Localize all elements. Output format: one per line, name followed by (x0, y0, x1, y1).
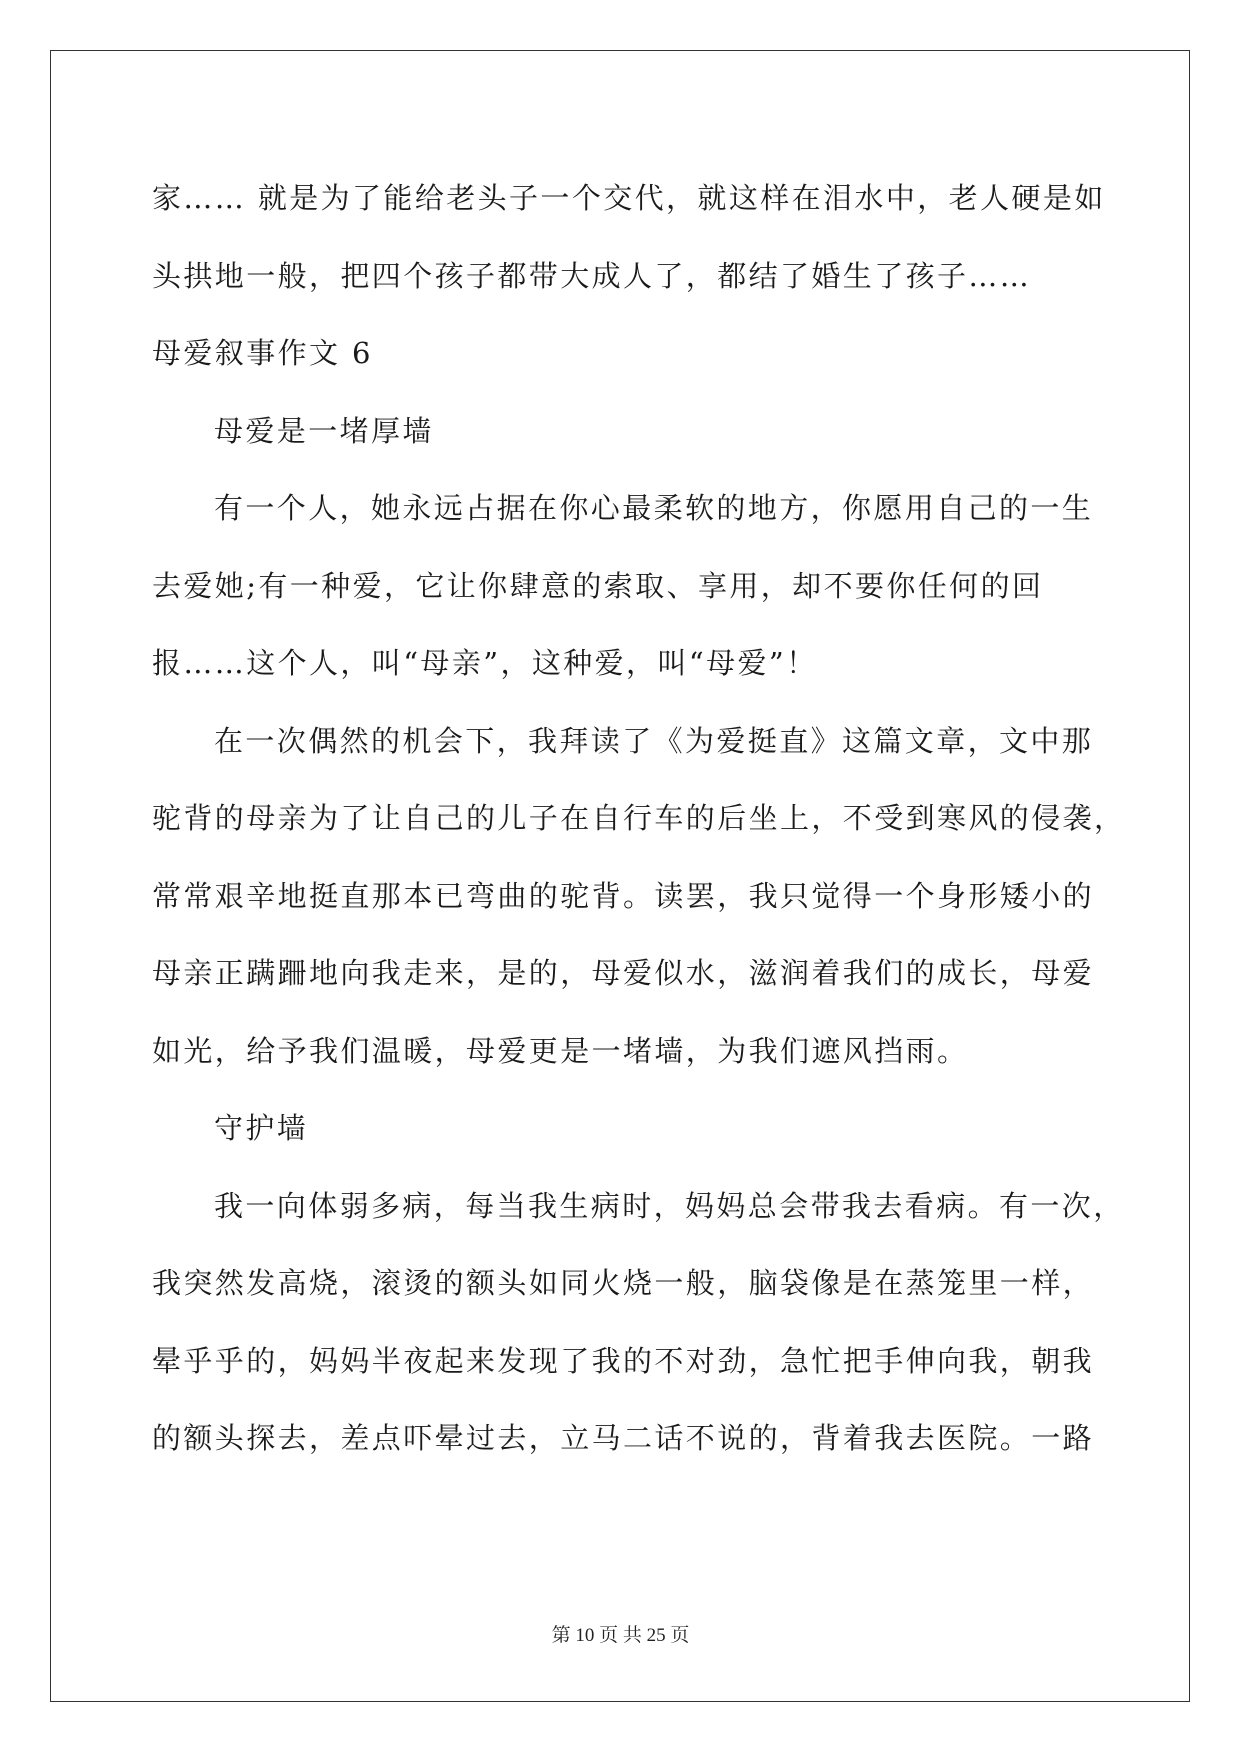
text-line: 我突然发高烧，滚烫的额头如同火烧一般，脑袋像是在蒸笼里一样， (152, 1266, 1095, 1300)
text-line: 在一次偶然的机会下，我拜读了《为爱挺直》这篇文章，文中那 (214, 723, 1094, 758)
text-line: 我一向体弱多病，每当我生病时，妈妈总会带我去看病。有一次， (214, 1188, 1125, 1223)
text-line: 家…… 就是为了能给老头子一个交代，就这样在泪水中，老人硬是如 (152, 181, 1106, 215)
text-line: 头拱地一般，把四个孩子都带大成人了，都结了婚生了孩子…… (152, 258, 1032, 293)
document-body (152, 160, 1126, 1478)
text-line: 的额头探去，差点吓晕过去，立马二话不说的，背着我去医院。一路 (152, 1421, 1095, 1455)
text-line: 晕乎乎的，妈妈半夜起来发现了我的不对劲，急忙把手伸向我，朝我 (152, 1343, 1095, 1378)
subsection-title: 守护墙 (214, 1111, 309, 1145)
section-heading: 母爱叙事作文 6 (152, 336, 373, 370)
text-line: 报……这个人，叫“母亲”，这种爱，叫“母爱”！ (152, 646, 818, 680)
text-line: 有一个人，她永远占据在你心最柔软的地方，你愿用自己的一生 (214, 491, 1094, 525)
text-line: 驼背的母亲为了让自己的儿子在自行车的后坐上，不受到寒风的侵袭， (152, 801, 1126, 835)
page-footer (0, 1620, 1241, 1647)
text-line: 去爱她;有一种爱，它让你肆意的索取、享用，却不要你任何的回 (152, 568, 1044, 603)
article-title: 母爱是一堵厚墙 (214, 413, 434, 448)
text-line: 如光，给予我们温暖，母爱更是一堵墙，为我们遮风挡雨。 (152, 1033, 969, 1068)
text-line: 母亲正蹒跚地向我走来，是的，母爱似水，滋润着我们的成长，母爱 (152, 956, 1095, 990)
text-line: 常常艰辛地挺直那本已弯曲的驼背。读罢，我只觉得一个身形矮小的 (152, 878, 1095, 913)
page-number: 第 10 页 共 25 页 (551, 1625, 690, 1646)
